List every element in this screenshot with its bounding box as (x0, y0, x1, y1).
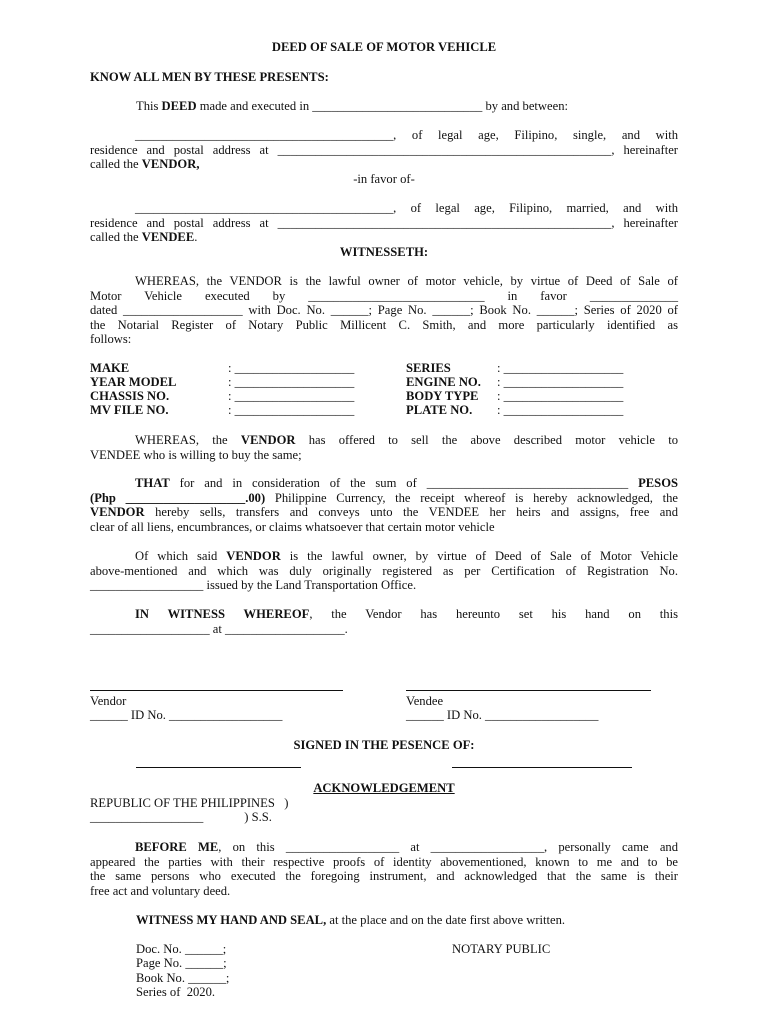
body-type-label: BODY TYPE (406, 389, 479, 403)
page-no-line: Page No. ______; (136, 956, 227, 970)
witness-1-signature-line (136, 767, 301, 768)
whereas-ownership-paragraph: WHEREAS, the VENDOR is the lawful owner of motor vehicle, by virtue of Deed of Sale of Motor Vehicle executed by ____________________________ in favor ______________ dated ___________________ with Doc. No. ______; Page No. ______; Book No. ______; Series of 2020 of the Notarial Register of Notary Public Millicent C. Smith, and more particularly identified as follows: (90, 274, 678, 347)
vendor-signature-line (90, 690, 343, 691)
consideration-paragraph: THAT for and in consideration of the sum of ________________________________ PESOS (Php ___________________.00) Philippine Currency, the receipt whereof is hereby acknowledged, the VENDOR hereby sells, transfers and conveys unto the VENDEE her heirs and assigns, free and clear of all liens, encumbrances, or claims whatsoever that certain motor vehicle (90, 476, 678, 534)
in-favor-line: -in favor of- (353, 172, 415, 186)
plate-no-label: PLATE NO. (406, 403, 473, 417)
make-blank: : ___________________ (228, 361, 355, 375)
vendee-party-paragraph: _________________________________________, of legal age, Filipino, married, and with residence and postal address at _____________________________________________________, hereinafter called the VENDEE. (90, 201, 678, 245)
notary-public-label: NOTARY PUBLIC (452, 942, 551, 956)
body-type-blank: : ___________________ (497, 389, 624, 403)
year-model-blank: : ___________________ (228, 375, 355, 389)
opening-line: KNOW ALL MEN BY THESE PRESENTS: (90, 70, 329, 84)
doc-no-line: Doc. No. ______; (136, 942, 227, 956)
intro-line: This DEED made and executed in ___________________________ by and between: (136, 99, 568, 113)
in-witness-paragraph: IN WITNESS WHEREOF, the Vendor has hereunto set his hand on this ___________________ at ___________________. (90, 607, 678, 636)
chassis-no-blank: : ___________________ (228, 389, 355, 403)
document-title: DEED OF SALE OF MOTOR VEHICLE (271, 40, 497, 54)
vendor-party-paragraph: _________________________________________, of legal age, Filipino, single, and with residence and postal address at _____________________________________________________, hereinafter called the VENDOR, (90, 128, 678, 172)
make-label: MAKE (90, 361, 130, 375)
venue-ss-line: __________________ ) S.S. (90, 810, 272, 824)
chassis-no-label: CHASSIS NO. (90, 389, 170, 403)
vendee-id-line: ______ ID No. __________________ (406, 708, 599, 722)
year-model-label: YEAR MODEL (90, 375, 177, 389)
acknowledgement-heading: ACKNOWLEDGEMENT (313, 781, 455, 795)
witness-2-signature-line (452, 767, 632, 768)
book-no-line: Book No. ______; (136, 971, 230, 985)
mv-file-no-blank: : ___________________ (228, 403, 355, 417)
vendee-label: Vendee (406, 694, 444, 708)
engine-no-label: ENGINE NO. (406, 375, 481, 389)
series-label: SERIES (406, 361, 451, 375)
plate-no-blank: : ___________________ (497, 403, 624, 417)
registration-paragraph: Of which said VENDOR is the lawful owner, by virtue of Deed of Sale of Motor Vehicle above-mentioned and which was duly originally registered as per Certification of Registration No. __________________ issued by the Land Transportation Office. (90, 549, 678, 593)
series-line: Series of 2020. (136, 985, 216, 999)
before-me-paragraph: BEFORE ME, on this __________________ at __________________, personally came and appeared the parties with their respective proofs of identity abovementioned, known to me and to be the same persons who executed the foregoing instrument, and acknowledged that the same is their free act and voluntary deed. (90, 840, 678, 898)
series-blank: : ___________________ (497, 361, 624, 375)
engine-no-blank: : ___________________ (497, 375, 624, 389)
vendor-label: Vendor (90, 694, 127, 708)
whereas-offer-paragraph: WHEREAS, the VENDOR has offered to sell the above described motor vehicle to VENDEE who is willing to buy the same; (90, 433, 678, 462)
vendor-id-line: ______ ID No. __________________ (90, 708, 283, 722)
vendee-signature-line (406, 690, 651, 691)
republic-line: REPUBLIC OF THE PHILIPPINES ) (90, 796, 289, 810)
witnesseth-heading: WITNESSETH: (339, 245, 429, 259)
signed-presence-heading: SIGNED IN THE PESENCE OF: (293, 738, 475, 752)
witness-seal-line: WITNESS MY HAND AND SEAL, at the place and on the date first above written. (136, 913, 566, 927)
mv-file-no-label: MV FILE NO. (90, 403, 169, 417)
